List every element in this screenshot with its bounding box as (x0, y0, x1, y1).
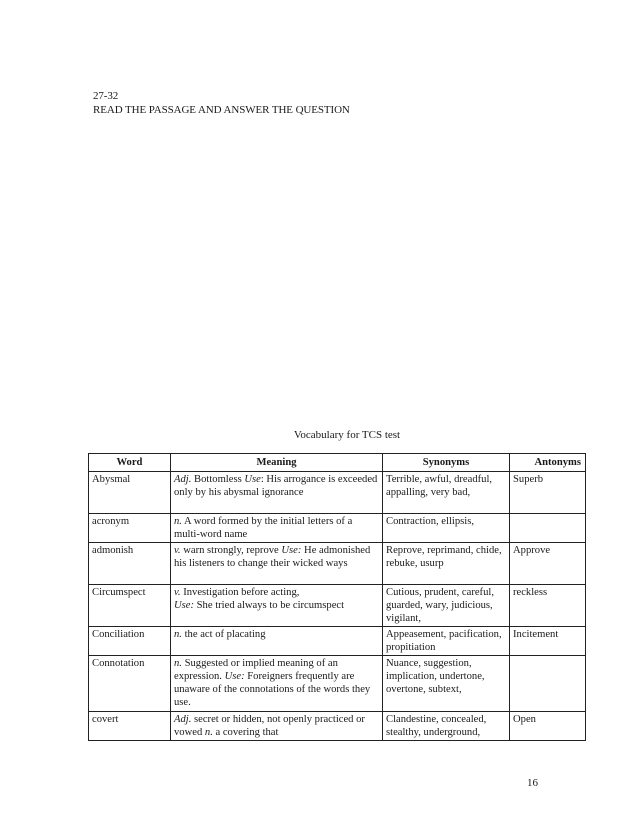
definition: the act of placating (181, 629, 266, 640)
meaning-cell (171, 585, 383, 627)
question-range: 27-32 (93, 90, 119, 102)
definition: Suggested or implied meaning of an expression. (174, 658, 338, 682)
definition: Bottomless (191, 474, 245, 485)
word-cell: Circumspect (89, 585, 171, 627)
meaning-cell (171, 514, 383, 543)
usage-example: She tried always to be circumspect (194, 600, 345, 611)
antonyms-cell (510, 514, 586, 543)
antonyms-cell: Incitement (510, 627, 586, 656)
column-header-antonyms: Antonyms (510, 454, 586, 472)
part-of-speech: Adj. (174, 474, 192, 485)
vocabulary-title: Vocabulary for TCS test (293, 429, 401, 441)
definition: warn strongly, reprove (180, 545, 282, 556)
part-of-speech: v. (174, 587, 181, 598)
word-cell: Connotation (89, 656, 171, 712)
part-of-speech: n. (174, 629, 182, 640)
usage-label: Use: (224, 671, 245, 682)
usage-example: He admonished his listeners to change their wicked ways (174, 545, 371, 569)
synonyms-cell: Terrible, awful, dreadful, appalling, very bad, (383, 472, 510, 514)
passage-instruction: READ THE PASSAGE AND ANSWER THE QUESTION (93, 104, 350, 116)
antonyms-cell: Open (510, 712, 586, 741)
synonyms-cell: Reprove, reprimand, chide, rebuke, usurp (383, 543, 510, 585)
word-cell: acronym (89, 514, 171, 543)
question-heading (93, 89, 350, 117)
part-of-speech: n. (174, 516, 182, 527)
word-cell: covert (89, 712, 171, 741)
meaning-cell (171, 472, 383, 514)
part-of-speech: v. (174, 545, 181, 556)
synonyms-cell: Nuance, suggestion, implication, undertone, overtone, subtext, (383, 656, 510, 712)
table-row (89, 712, 586, 741)
antonyms-cell: Superb (510, 472, 586, 514)
usage-example: : His arrogance is exceeded only by his abysmal ignorance (174, 474, 378, 498)
page-number: 16 (527, 777, 538, 789)
synonyms-cell: Cutious, prudent, careful, guarded, wary, judicious, vigilant, (383, 585, 510, 627)
table-header-row (89, 454, 586, 472)
synonyms-cell: Clandestine, concealed, stealthy, underground, (383, 712, 510, 741)
definition: A word formed by the initial letters of a multi-word name (174, 516, 353, 540)
table-row (89, 585, 586, 627)
noun-definition: a covering that (212, 727, 279, 738)
vocabulary-rows (89, 472, 586, 741)
vocabulary-table (88, 453, 586, 741)
word-cell: admonish (89, 543, 171, 585)
definition: Investigation before acting, (180, 587, 300, 598)
synonyms-cell: Contraction, ellipsis, (383, 514, 510, 543)
word-cell: Abysmal (89, 472, 171, 514)
usage-label: Use (244, 474, 261, 485)
antonyms-cell: reckless (510, 585, 586, 627)
table-row (89, 656, 586, 712)
antonyms-cell: Approve (510, 543, 586, 585)
meaning-cell (171, 543, 383, 585)
meaning-cell (171, 627, 383, 656)
meaning-cell (171, 712, 383, 741)
column-header-meaning: Meaning (171, 454, 383, 472)
part-of-speech: n. (174, 658, 182, 669)
part-of-speech: Adj. (174, 714, 192, 725)
column-header-word: Word (89, 454, 171, 472)
table-row (89, 627, 586, 656)
table-row (89, 514, 586, 543)
usage-label: Use: (174, 600, 195, 611)
word-cell: Conciliation (89, 627, 171, 656)
synonyms-cell: Appeasement, pacification, propitiation (383, 627, 510, 656)
definition: secret or hidden, not openly practiced or vowed (174, 714, 365, 738)
meaning-cell (171, 656, 383, 712)
table-row (89, 543, 586, 585)
usage-label: Use: (281, 545, 302, 556)
table-row (89, 472, 586, 514)
antonyms-cell (510, 656, 586, 712)
usage-example: Foreigners frequently are unaware of the connotations of the words they use. (174, 671, 371, 708)
noun-label: n. (204, 727, 213, 738)
column-header-synonyms: Synonyms (383, 454, 510, 472)
